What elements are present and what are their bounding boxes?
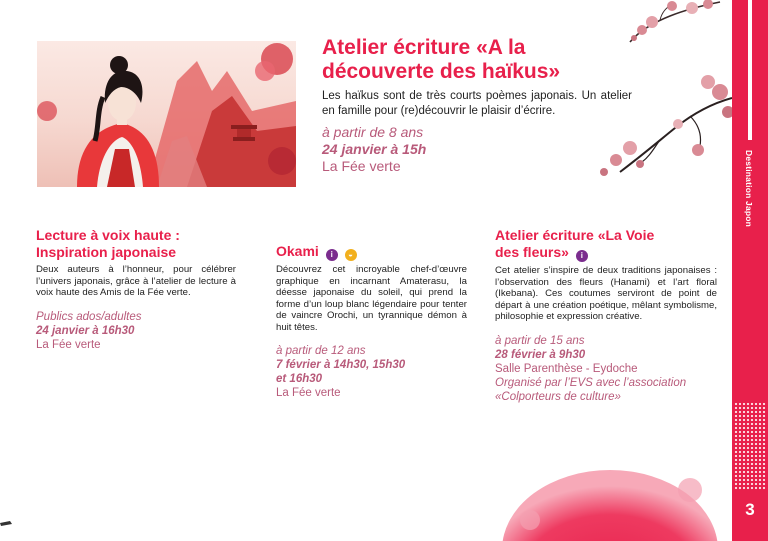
event-title-line: Lecture à voix haute :	[36, 227, 180, 243]
event-description: Découvrez cet incroyable chef-d’œuvre graphique en incarnant Amaterasu, la déesse japonaise du soleil, qui prend la forme d’un loup blanc légendaire pour tenter de vaincre Orochi, un tyrannique démon à huit têtes.	[276, 264, 467, 333]
event-title-line: Inspiration japonaise	[36, 244, 177, 260]
japanese-woman-illustration-icon	[37, 41, 296, 187]
event-venue: La Fée verte	[36, 338, 101, 351]
event-title	[495, 227, 717, 262]
event-description: Les haïkus sont de très courts poèmes japonais. Un atelier en famille pour (re)découvrir le plaisir d’écrire.	[322, 90, 632, 117]
event-card	[495, 227, 717, 404]
event-venue: Salle Parenthèse - Eydoche	[495, 362, 638, 375]
event-card	[276, 243, 467, 400]
event-date: 24 janvier à 16h30	[36, 324, 135, 337]
hero-illustration	[37, 41, 296, 187]
event-title	[322, 36, 632, 84]
event-date-line: et 16h30	[276, 373, 323, 385]
event-audience: à partir de 15 ans	[495, 334, 585, 347]
event-audience: à partir de 12 ans	[276, 345, 366, 357]
event-organizer-line: «Colporteurs de culture»	[495, 390, 621, 403]
event-date	[276, 358, 467, 386]
event-title	[276, 243, 467, 261]
sidebar-section-label	[741, 150, 757, 228]
event-title-text: Okami	[276, 243, 319, 259]
gamepad-icon: ◒	[345, 249, 357, 261]
red-watercolor-blob	[500, 450, 720, 541]
event-description: Deux auteurs à l’honneur, pour célébrer l’univers japonais, grâce à l’atelier de lecture à voix haute des Amis de la Fée verte.	[36, 264, 236, 298]
decorative-mark	[0, 518, 12, 528]
event-venue: La Fée verte	[276, 387, 341, 399]
event-title-line: Atelier écriture «La Voie	[495, 227, 655, 243]
page-number: 3	[745, 500, 755, 519]
event-audience: Publics ados/adultes	[36, 310, 142, 323]
section-title: Destination Japon	[744, 150, 754, 228]
event-title	[36, 227, 236, 261]
event-description: Cet atelier s’inspire de deux traditions japonaises : l’observation des fleurs (Hanami) et l’art floral (Ikebana). Ces coutumes serviront de point de départ à une création poétique, mêlant symbolisme, philosophie et expression créative.	[495, 265, 717, 322]
event-date: 28 février à 9h30	[495, 348, 586, 361]
sidebar-accent-line	[748, 0, 752, 140]
event-title-line: Atelier écriture «A la	[322, 36, 526, 59]
event-card	[36, 227, 236, 352]
event-organizer-line: Organisé par l’EVS avec l’association	[495, 376, 687, 389]
dot-pattern	[734, 402, 766, 490]
event-date-line: 7 février à 14h30, 15h30	[276, 359, 406, 371]
event-title-line: des fleurs»	[495, 244, 569, 260]
event-organizer	[495, 376, 717, 404]
event-date: 24 janvier à 15h	[322, 141, 427, 157]
event-venue: La Fée verte	[322, 158, 401, 174]
event-title-line: découverte des haïkus»	[322, 60, 561, 83]
featured-event	[322, 36, 632, 175]
info-icon: i	[326, 249, 338, 261]
event-audience: à partir de 8 ans	[322, 124, 424, 140]
info-icon: i	[576, 250, 588, 262]
